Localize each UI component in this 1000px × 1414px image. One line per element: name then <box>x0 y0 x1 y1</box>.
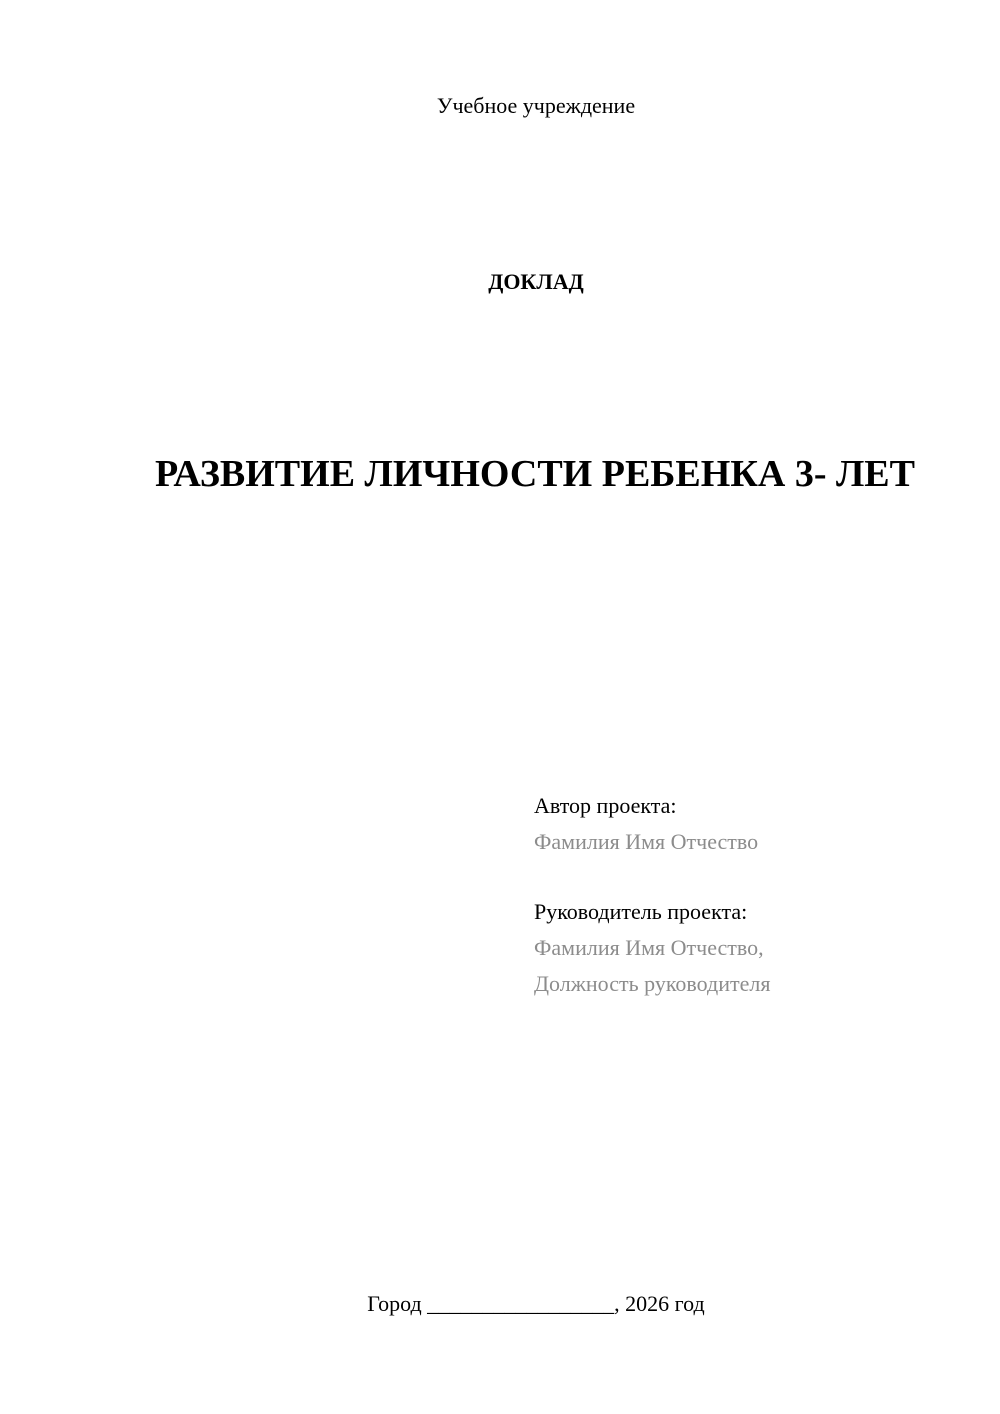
document-title: РАЗВИТИЕ ЛИЧНОСТИ РЕБЕНКА 3- ЛЕТ <box>155 453 915 495</box>
supervisor-label: Руководитель проекта: <box>534 899 748 924</box>
author-name: Фамилия Имя Отчество <box>534 829 759 854</box>
institution-name: Учебное учреждение <box>436 93 636 118</box>
city-year-line: Город _________________, 2026 год <box>367 1291 705 1316</box>
author-label: Автор проекта: <box>534 793 677 818</box>
info-spacer <box>534 860 974 894</box>
supervisor-name: Фамилия Имя Отчество, <box>534 935 764 960</box>
project-info-block <box>534 788 974 1002</box>
document-type-label: ДОКЛАД <box>488 269 584 294</box>
supervisor-position: Должность руководителя <box>534 971 771 996</box>
